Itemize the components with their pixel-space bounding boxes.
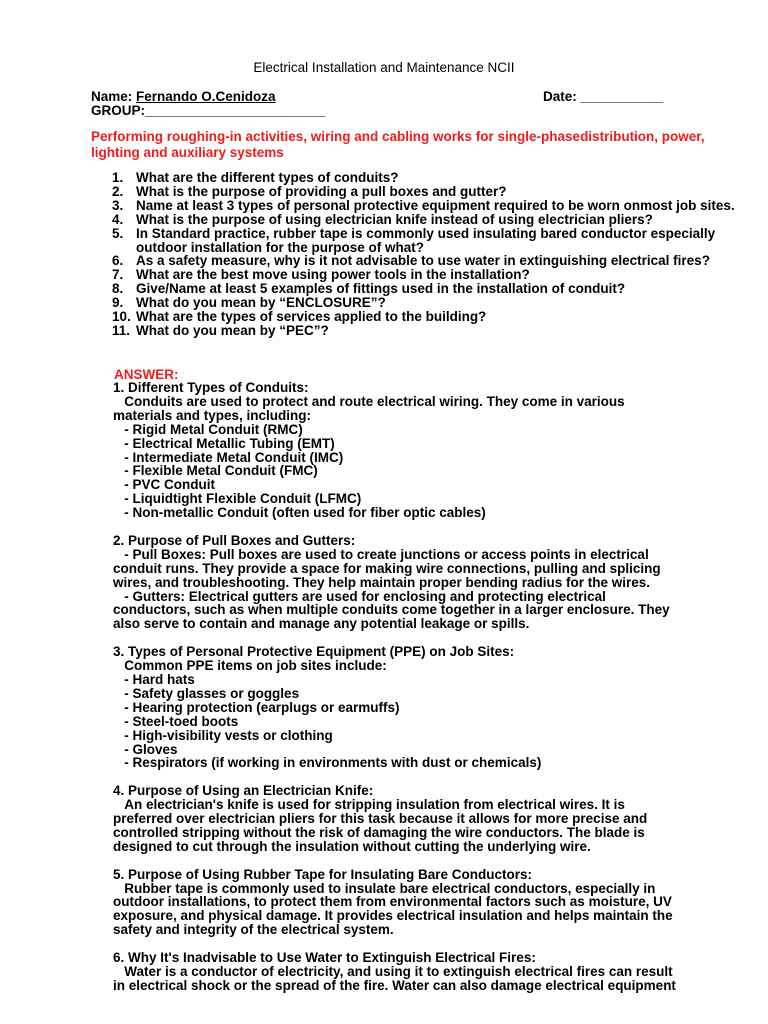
name-value: Fernando O.Cenidoza — [136, 89, 276, 104]
question-text: What do you mean by “PEC”? — [136, 322, 329, 338]
answer-line: - Gutters: Electrical gutters are used for enclosing and protecting electrical — [113, 588, 606, 604]
answer-heading: 2. Purpose of Pull Boxes and Gutters: — [113, 532, 356, 548]
answer-line: wires, and troubleshooting. They help maintain proper bending radius for the wires. — [113, 574, 651, 590]
answer-line: Water is a conductor of electricity, and using it to extinguish electrical fires can result — [113, 963, 673, 979]
question-number: 4. — [112, 211, 124, 227]
answer-line: - Non-metallic Conduit (often used for fiber optic cables) — [113, 505, 486, 521]
answer-block — [113, 534, 753, 631]
answer-line: Conduits are used to protect and route electrical wiring. They come in various — [113, 393, 625, 409]
question-text: What are the types of services applied to the building? — [136, 309, 487, 325]
question-number: 5. — [112, 225, 124, 241]
question-number: 7. — [112, 267, 124, 283]
question-item — [112, 199, 752, 213]
answer-line: - Steel-toed boots — [113, 713, 239, 729]
answer-line: - Respirators (if working in environments with dust or chemicals) — [113, 755, 542, 771]
question-text: Name at least 3 types of personal protective equipment required to be worn onmost job sites. — [136, 197, 735, 213]
date-label: Date: ___________ — [543, 89, 664, 104]
answer-line: also serve to contain and manage any potential leakage or spills. — [113, 616, 530, 632]
answer-heading: 6. Why It's Inadvisable to Use Water to Extinguish Electrical Fires: — [113, 950, 536, 966]
answer-line: materials and types, including: — [113, 407, 312, 423]
question-number: 3. — [112, 197, 124, 213]
question-item — [112, 254, 752, 268]
section-heading: Performing roughing-in activities, wiring and cabling works for single-phasedistribution, power, lighting and auxiliary systems — [91, 129, 705, 160]
question-number: 11. — [112, 322, 131, 338]
answer-line: - PVC Conduit — [113, 477, 216, 493]
question-item — [112, 171, 752, 185]
group-label: GROUP:________________________ — [91, 103, 326, 118]
answer-block — [113, 951, 753, 993]
question-item — [112, 310, 752, 324]
answer-line: in electrical shock or the spread of the fire. Water can also damage electrical equipment — [113, 977, 676, 993]
name-label: Name: — [91, 89, 133, 104]
answer-line: - Rigid Metal Conduit (RMC) — [113, 421, 303, 437]
answer-block — [113, 868, 753, 938]
answer-heading: 1. Different Types of Conduits: — [113, 380, 309, 395]
question-text: Give/Name at least 5 examples of fittings used in the installation of conduit? — [136, 281, 626, 297]
answer-line: - Gloves — [113, 741, 178, 757]
answer-line: Rubber tape is commonly used to insulate bare electrical conductors, especially in — [113, 880, 656, 896]
question-item — [112, 268, 752, 282]
question-text: What is the purpose of providing a pull boxes and gutter? — [136, 183, 507, 199]
question-number: 1. — [112, 170, 124, 185]
name-line — [91, 89, 276, 104]
answer-line: - Safety glasses or goggles — [113, 685, 300, 701]
answer-line: Common PPE items on job sites include: — [113, 658, 387, 674]
question-text: As a safety measure, why is it not advisable to use water in extinguishing electrical fires? — [136, 253, 710, 269]
answer-line: exposure, and physical damage. It provides electrical insulation and helps maintain the — [113, 908, 673, 924]
answer-line: - Liquidtight Flexible Conduit (LFMC) — [113, 491, 362, 507]
question-number: 8. — [112, 281, 124, 297]
question-number: 2. — [112, 183, 124, 199]
answer-line: - Pull Boxes: Pull boxes are used to create junctions or access points in electrical — [113, 546, 649, 562]
answer-line: An electrician's knife is used for stripping insulation from electrical wires. It is — [113, 797, 625, 813]
answer-block — [113, 645, 753, 770]
question-text: In Standard practice, rubber tape is commonly used insulating bared conductor especially outdoor installation for the purpose of what? — [136, 225, 716, 255]
document-title: Electrical Installation and Maintenance NCII — [253, 60, 515, 75]
answer-line: - High-visibility vests or clothing — [113, 727, 333, 743]
question-text: What are the different types of conduits? — [136, 170, 399, 185]
answer-line: - Hearing protection (earplugs or earmuffs) — [113, 699, 400, 715]
question-number: 6. — [112, 253, 124, 269]
answer-section — [113, 381, 753, 1007]
question-item — [112, 282, 752, 296]
answer-block — [113, 784, 753, 854]
answer-line: - Intermediate Metal Conduit (IMC) — [113, 449, 344, 465]
question-number: 9. — [112, 295, 124, 311]
question-text: What are the best move using power tools in the installation? — [136, 267, 530, 283]
question-list — [112, 171, 752, 338]
answer-block — [113, 381, 753, 520]
question-item — [112, 296, 752, 310]
answer-line: - Hard hats — [113, 672, 195, 687]
answer-heading: 4. Purpose of Using an Electrician Knife: — [113, 783, 374, 799]
answer-line: designed to cut through the insulation without cutting the underlying wire. — [113, 838, 591, 854]
answer-line: controlled stripping without the risk of damaging the wire conductors. The blade is — [113, 824, 645, 840]
question-text: What do you mean by “ENCLOSURE”? — [136, 295, 386, 311]
answer-line: preferred over electrician pliers for this task because it allows for more precise and — [113, 811, 648, 827]
question-item — [112, 324, 752, 338]
question-item — [112, 213, 752, 227]
answer-heading: 5. Purpose of Using Rubber Tape for Insulating Bare Conductors: — [113, 866, 533, 882]
answer-line: outdoor installations, to protect them from environmental factors such as moisture, UV — [113, 894, 672, 910]
answer-line: conductors, such as when multiple conduits come together in a larger enclosure. They — [113, 602, 670, 618]
answer-line: conduit runs. They provide a space for making wire connections, pulling and splicing — [113, 560, 661, 576]
answer-line: safety and integrity of the electrical system. — [113, 922, 394, 938]
question-text: What is the purpose of using electrician knife instead of using electrician pliers? — [136, 211, 653, 227]
answer-label: ANSWER: — [114, 367, 179, 382]
answer-line: - Electrical Metallic Tubing (EMT) — [113, 435, 335, 451]
question-number: 10. — [112, 309, 131, 325]
answer-line: - Flexible Metal Conduit (FMC) — [113, 463, 318, 479]
answer-heading: 3. Types of Personal Protective Equipment (PPE) on Job Sites: — [113, 644, 515, 660]
question-item — [112, 185, 752, 199]
question-item — [112, 227, 752, 255]
